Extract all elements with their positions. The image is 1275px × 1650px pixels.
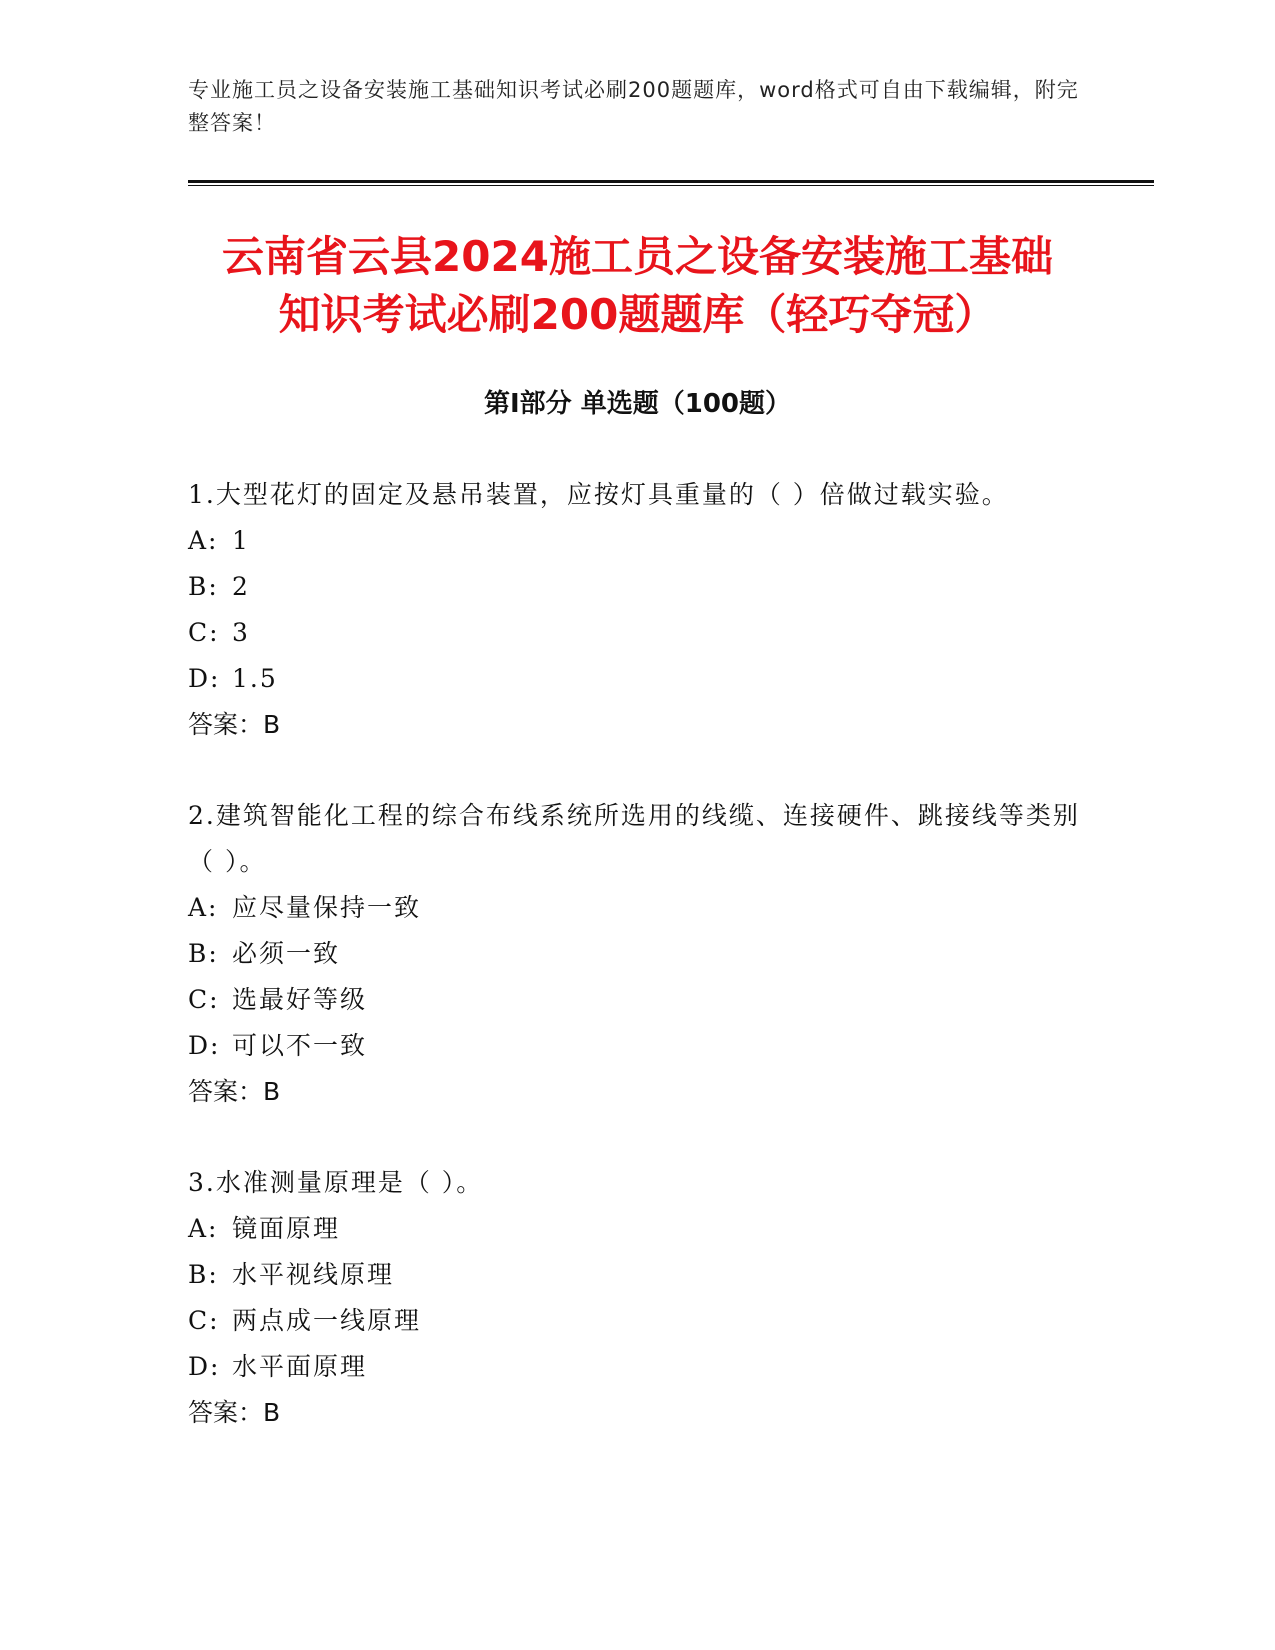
title-line-1: 云南省云县2024施工员之设备安装施工基础 <box>222 232 1053 281</box>
option-text: 镜面原理 <box>232 1214 341 1243</box>
option-c <box>188 1298 1088 1344</box>
option-label: D: <box>188 664 221 693</box>
option-b <box>188 1252 1088 1298</box>
header-note: 专业施工员之设备安装施工基础知识考试必刷200题题库，word格式可自由下载编辑，附完整答案！ <box>188 78 1079 135</box>
option-label: D: <box>188 1352 221 1381</box>
option-text: 两点成一线原理 <box>232 1306 422 1335</box>
question-text: 1.大型花灯的固定及悬吊装置，应按灯具重量的（ ）倍做过载实验。 <box>188 480 1009 509</box>
question-3 <box>188 1160 1088 1436</box>
option-label: A: <box>188 893 219 922</box>
option-text: 选最好等级 <box>232 985 368 1014</box>
section-heading: 第Ⅰ部分 单选题（100题） <box>484 389 791 419</box>
option-label: C: <box>188 1306 220 1335</box>
question-2 <box>188 793 1088 1115</box>
answer: 答案：B <box>188 1077 281 1106</box>
option-label: A: <box>188 1214 219 1243</box>
option-label: C: <box>188 618 220 647</box>
option-c <box>188 610 1088 656</box>
title-line-2: 知识考试必刷200题题库（轻巧夺冠） <box>278 290 997 339</box>
option-d <box>188 656 1088 702</box>
option-b <box>188 931 1088 977</box>
option-text: 2 <box>232 572 250 601</box>
option-label: A: <box>188 526 219 555</box>
document-title <box>150 228 1125 344</box>
option-text: 1 <box>232 526 250 555</box>
question-text: 3.水准测量原理是（ ）。 <box>188 1168 484 1197</box>
option-d <box>188 1023 1088 1069</box>
option-text: 必须一致 <box>232 939 341 968</box>
option-a <box>188 885 1088 931</box>
question-list <box>188 472 1088 1481</box>
question-1 <box>188 472 1088 748</box>
option-text: 应尽量保持一致 <box>232 893 422 922</box>
option-label: C: <box>188 985 220 1014</box>
option-a <box>188 1206 1088 1252</box>
header-divider-thick <box>188 180 1154 183</box>
option-label: D: <box>188 1031 221 1060</box>
option-text: 1.5 <box>232 664 278 693</box>
question-text: 2.建筑智能化工程的综合布线系统所选用的线缆、连接硬件、跳接线等类别（ ）。 <box>188 801 1080 876</box>
option-label: B: <box>188 572 219 601</box>
option-text: 水平面原理 <box>232 1352 368 1381</box>
option-text: 3 <box>232 618 250 647</box>
option-a <box>188 518 1088 564</box>
option-d <box>188 1344 1088 1390</box>
option-b <box>188 564 1088 610</box>
header-divider-thin <box>188 185 1154 186</box>
option-text: 水平视线原理 <box>232 1260 395 1289</box>
option-text: 可以不一致 <box>232 1031 368 1060</box>
option-c <box>188 977 1088 1023</box>
option-label: B: <box>188 1260 219 1289</box>
option-label: B: <box>188 939 219 968</box>
answer: 答案：B <box>188 710 281 739</box>
answer: 答案：B <box>188 1398 281 1427</box>
